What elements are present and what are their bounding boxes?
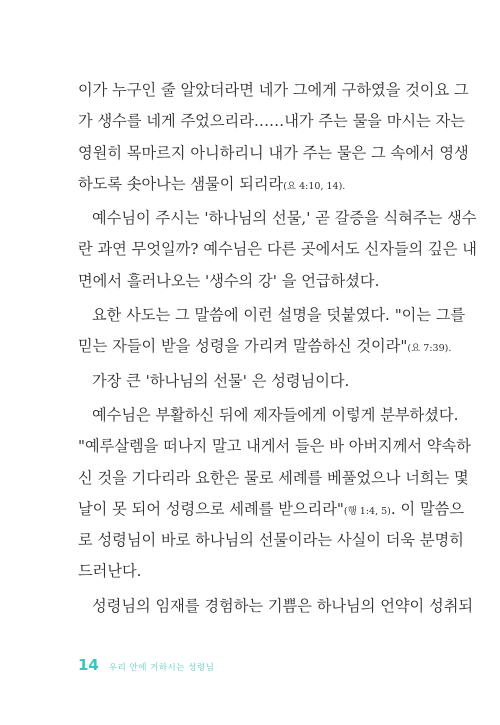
- text-line: 가장 큰 '하나님의 선물' 은 성령님이다.: [92, 371, 350, 390]
- text-line-continuation: . 이 말씀으: [390, 499, 465, 518]
- body-text: [78, 75, 477, 622]
- text-line: 영원히 목마르지 아니하리니 내가 주는 물은 그 속에서 영생: [78, 143, 469, 162]
- page-number: 14: [78, 656, 99, 674]
- text-line: 란 과연 무엇일까? 예수님은 다른 곳에서도 신자들의 깊은 내: [78, 240, 477, 259]
- scripture-citation: (행 1:4, 5): [343, 505, 391, 517]
- text-line: 예수님이 주시는 '하나님의 선물,' 곧 갈증을 식혀주는 생수: [92, 209, 477, 228]
- text-line: 신 것을 기다리라 요한은 물로 세례를 베풀었으나 너희는 몇: [78, 468, 469, 487]
- text-line-content: 하도록 솟아나는 샘물이 되리라: [78, 174, 284, 193]
- text-line: 성령님의 임재를 경험하는 기쁨은 하나님의 언약이 성취되: [92, 596, 474, 615]
- text-line: "예루살렘을 떠나지 말고 내게서 들은 바 아버지께서 약속하: [78, 437, 471, 456]
- text-line-content: 날이 못 되어 성령으로 세례를 받으리라": [78, 499, 344, 518]
- running-title: 우리 안에 거하시는 성령님: [108, 663, 215, 673]
- text-line: 가 생수를 네게 주었으리라……내가 주는 물을 마시는 자는: [78, 112, 465, 131]
- scripture-citation: (요 7:39).: [407, 343, 452, 355]
- text-line: [78, 494, 465, 525]
- scripture-citation: (요 4:10, 14).: [283, 180, 346, 192]
- text-line: 이가 누구인 줄 알았더라면 네가 그에게 구하였을 것이요 그: [78, 81, 469, 99]
- text-line: 로 성령님이 바로 하나님의 선물이라는 사실이 더욱 분명히: [78, 531, 464, 550]
- text-line-content: 믿는 자들이 받을 성령을 가리켜 말씀하신 것이라": [78, 337, 408, 356]
- text-line: 면에서 흘러나오는 '생수의 강' 을 언급하셨다.: [78, 271, 380, 290]
- text-line: [78, 169, 430, 200]
- text-line: 드러난다.: [78, 562, 142, 581]
- text-line: [78, 331, 452, 362]
- page-footer: [78, 656, 214, 674]
- text-line: 요한 사도는 그 말씀에 이런 설명을 덧붙였다. "이는 그를: [92, 306, 466, 325]
- text-line: 예수님은 부활하신 뒤에 제자들에게 이렇게 분부하셨다.: [92, 405, 459, 424]
